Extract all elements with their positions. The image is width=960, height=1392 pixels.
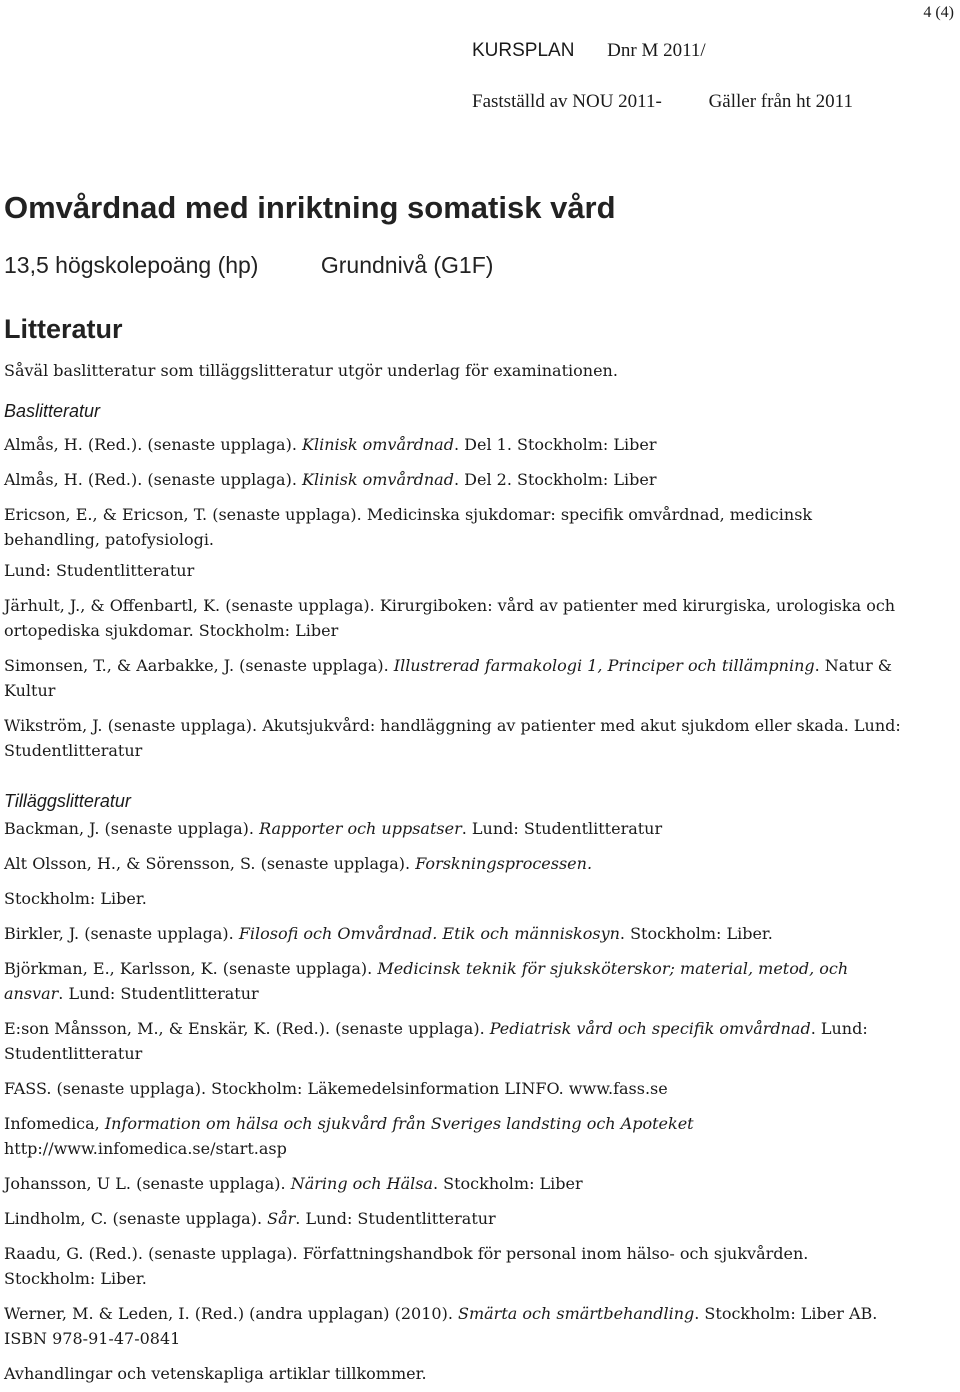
reference-entry [4, 1111, 904, 1161]
reference-tail: . Del 2. Stockholm: Liber [453, 470, 657, 489]
kursplan-label: KURSPLAN [472, 40, 575, 61]
reference-text: Raadu, G. (Red.). (senaste upplaga). Författningshandbok för personal inom hälso- och sjukvården. Stockholm: Liber. [4, 1244, 809, 1288]
reference-title: Klinisk omvårdnad [302, 470, 454, 489]
credits: 13,5 högskolepoäng (hp) [4, 252, 259, 278]
reference-entry [4, 1241, 904, 1291]
reference-entry [4, 1076, 904, 1101]
reference-text: Lindholm, C. (senaste upplaga). [4, 1209, 268, 1228]
reference-entry [4, 1016, 904, 1066]
reference-tail: http://www.infomedica.se/start.asp [4, 1139, 287, 1158]
reference-entry [4, 956, 904, 1006]
reference-entry [4, 653, 904, 703]
reference-text: Björkman, E., Karlsson, K. (senaste upplaga). [4, 959, 378, 978]
reference-tail: . Del 1. Stockholm: Liber [453, 435, 657, 454]
course-title: Omvårdnad med inriktning somatisk vård [4, 190, 616, 225]
reference-title: Filosofi och Omvårdnad. Etik och människosyn [238, 924, 620, 943]
reference-text: Wikström, J. (senaste upplaga). Akutsjukvård: handläggning av patienter med akut sjukdom eller skada. Lund: Studentlitteratur [4, 716, 901, 760]
reference-entry [4, 851, 904, 876]
reference-tail: . Lund: Studentlitteratur [461, 819, 663, 838]
header-row-2 [472, 91, 853, 113]
dnr-label: Dnr M 2011/ [607, 40, 706, 61]
reference-entry [4, 1171, 904, 1196]
reference-title: Pediatrisk vård och specifik omvårdnad [489, 1019, 811, 1038]
course-meta [4, 252, 493, 279]
reference-entry [4, 921, 904, 946]
reference-entry [4, 558, 904, 583]
reference-text: Birkler, J. (senaste upplaga). [4, 924, 239, 943]
reference-entry [4, 502, 904, 552]
baslitteratur-list [4, 432, 904, 763]
reference-entry [4, 816, 904, 841]
reference-text: Alt Olsson, H., & Sörensson, S. (senaste upplaga). [4, 854, 416, 873]
reference-text: Lund: Studentlitteratur [4, 561, 195, 580]
reference-tail: . Lund: Studentlitteratur [4, 1019, 868, 1063]
reference-title: Rapporter och uppsatser [259, 819, 462, 838]
reference-tail: . Lund: Studentlitteratur [295, 1209, 496, 1228]
reference-text: Järhult, J., & Offenbartl, K. (senaste upplaga). Kirurgiboken: vård av patienter med kirurgiska, urologiska och ortopediska sjukdomar. Stockholm: Liber [4, 596, 896, 640]
reference-title: Forskningsprocessen. [415, 854, 593, 873]
reference-title: Klinisk omvårdnad [302, 435, 454, 454]
reference-entry [4, 467, 904, 492]
reference-text: Backman, J. (senaste upplaga). [4, 819, 260, 838]
reference-tail: . Stockholm: Liber [432, 1174, 583, 1193]
reference-title: Näring och Hälsa [290, 1174, 433, 1193]
tillaggslitteratur-heading: Tilläggslitteratur [4, 791, 131, 811]
reference-title: Medicinsk teknik för sjuksköterskor; material, metod, och ansvar [4, 959, 849, 1003]
reference-entry [4, 593, 904, 643]
reference-text: Werner, M. & Leden, I. (Red.) (andra upplagan) (2010). [4, 1304, 458, 1323]
tillaggslitteratur-list [4, 816, 904, 1386]
page-number: 4 (4) [923, 4, 954, 21]
faststalld-label: Fastställd av NOU 2011- [472, 91, 662, 112]
reference-text: Johansson, U L. (senaste upplaga). [4, 1174, 291, 1193]
reference-tail: . Natur & Kultur [4, 656, 893, 700]
litteratur-intro: Såväl baslitteratur som tilläggslitteratur utgör underlag för examinationen. [4, 361, 618, 380]
reference-title: Sår [267, 1209, 296, 1228]
reference-text: Simonsen, T., & Aarbakke, J. (senaste upplaga). [4, 656, 394, 675]
reference-tail: . Lund: Studentlitteratur [58, 984, 259, 1003]
reference-text: Ericson, E., & Ericson, T. (senaste upplaga). Medicinska sjukdomar: specifik omvårdnad, medicinsk behandling, patofysiologi. [4, 505, 813, 549]
reference-entry [4, 1206, 904, 1231]
litteratur-heading: Litteratur [4, 314, 123, 344]
reference-title: Smärta och smärtbehandling [458, 1304, 695, 1323]
reference-tail: . Stockholm: Liber AB. ISBN 978-91-47-0841 [4, 1304, 878, 1348]
reference-entry [4, 713, 904, 763]
header-row-1 [472, 40, 706, 62]
galler-label: Gäller från ht 2011 [708, 91, 853, 112]
baslitteratur-heading: Baslitteratur [4, 401, 101, 421]
reference-text: Almås, H. (Red.). (senaste upplaga). [4, 470, 302, 489]
reference-entry [4, 886, 904, 911]
reference-title: Illustrerad farmakologi 1, Principer och tillämpning [393, 656, 815, 675]
reference-text: E:son Månsson, M., & Enskär, K. (Red.). (senaste upplaga). [4, 1019, 490, 1038]
reference-entry [4, 1361, 904, 1386]
reference-text: Avhandlingar och vetenskapliga artiklar tillkommer. [4, 1364, 427, 1383]
reference-entry [4, 432, 904, 457]
reference-title: Information om hälsa och sjukvård från Sveriges landsting och Apoteket [104, 1114, 694, 1133]
reference-entry [4, 1301, 904, 1351]
litteratur-content [4, 358, 904, 1386]
reference-text: FASS. (senaste upplaga). Stockholm: Läkemedelsinformation LINFO. www.fass.se [4, 1079, 668, 1098]
reference-text: Stockholm: Liber. [4, 889, 147, 908]
reference-tail: . Stockholm: Liber. [619, 924, 773, 943]
reference-text: Infomedica, [4, 1114, 105, 1133]
level: Grundnivå (G1F) [320, 252, 494, 278]
reference-text: Almås, H. (Red.). (senaste upplaga). [4, 435, 302, 454]
